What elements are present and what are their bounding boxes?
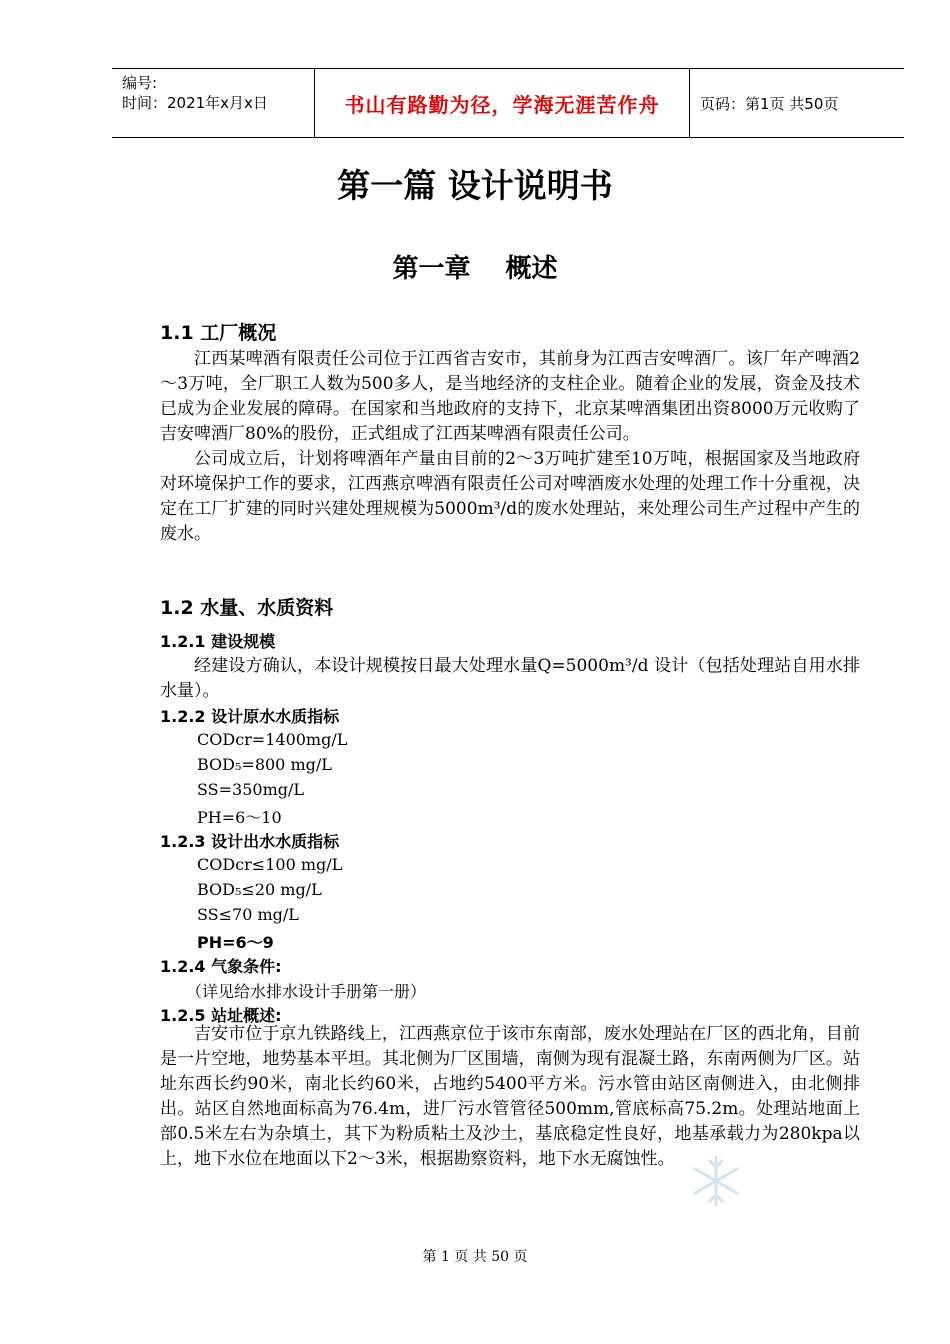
effluent-index: SS≤70 mg/L — [197, 905, 299, 924]
paragraph: 公司成立后，计划将啤酒年产量由目前的2～3万吨扩建至10万吨，根据国家及当地政府对环境保护工作的要求，江西燕京啤酒有限责任公司对啤酒废水处理的处理工作十分重视，决定在工厂扩建的同时兴建处理规模为5000m³/d的废水处理站，来处理公司生产过程中产生的废水。 — [160, 449, 860, 544]
header-slogan: 书山有路勤为径，学海无涯苦作舟 — [315, 69, 690, 137]
section-heading-1-1: 1.1 工厂概况 — [160, 322, 277, 344]
page-header — [112, 68, 904, 138]
serial-number-label: 编号: — [122, 74, 158, 92]
raw-water-index: BOD₅=800 mg/L — [197, 755, 332, 774]
paragraph: 经建设方确认，本设计规模按日最大处理水量Q=5000m³/d 设计（包括处理站自用水排水量）。 — [160, 656, 860, 701]
section-heading-1-2: 1.2 水量、水质资料 — [160, 597, 334, 619]
paragraph: 吉安市位于京九铁路线上，江西燕京位于该市东南部，废水处理站在厂区的西北角，目前是一片空地，地势基本平坦。其北侧为厂区围墙，南侧为现有混凝土路，东南两侧为厂区。站址东西长约90米，南北长约60米，占地约5400平方米。污水管由站区南侧进入，由北侧排出。站区自然地面标高为76.4m，进厂污水管管径500mm,管底标高75.2m。处理站地面上部0.5米左右为杂填土，其下为粉质粘土及沙土，基底稳定性良好，地基承载力为280kpa以上，地下水位在地面以下2～3米，根据勘察资料，地下水无腐蚀性。 — [160, 1024, 860, 1169]
section-heading-1-2-3: 1.2.3 设计出水水质指标 — [160, 832, 340, 851]
effluent-index: BOD₅≤20 mg/L — [197, 880, 322, 899]
section-heading-1-2-4: 1.2.4 气象条件: — [160, 957, 282, 976]
section-heading-1-2-1: 1.2.1 建设规模 — [160, 632, 276, 651]
time-label: 时间：2021年x月x日 — [122, 94, 268, 112]
snowflake-watermark-icon — [688, 1153, 744, 1209]
page-footer: 第 1 页 共 50 页 — [422, 1249, 528, 1265]
effluent-index: CODcr≤100 mg/L — [197, 855, 343, 874]
document-title: 第一篇 设计说明书 — [337, 166, 613, 205]
effluent-index: PH=6～9 — [197, 933, 274, 952]
weather-note: （详见给水排水设计手册第一册） — [186, 982, 427, 1001]
section-heading-1-2-2: 1.2.2 设计原水水质指标 — [160, 707, 340, 726]
chapter-title: 第一章 概述 — [392, 254, 558, 284]
raw-water-index: PH=6～10 — [197, 808, 282, 827]
section-1-1-body — [160, 347, 860, 547]
raw-water-index: SS=350mg/L — [197, 780, 305, 799]
header-page-number: 页码：第1页 共50页 — [700, 94, 839, 113]
section-1-2-5-body — [160, 1022, 860, 1172]
section-heading-1-2-5: 1.2.5 站址概述: — [160, 1006, 282, 1025]
raw-water-index: CODcr=1400mg/L — [197, 730, 348, 749]
header-meta — [112, 69, 315, 137]
section-1-2-1-body — [160, 654, 860, 704]
paragraph: 江西某啤酒有限责任公司位于江西省吉安市，其前身为江西吉安啤酒厂。该厂年产啤酒2～3万吨，全厂职工人数为500多人，是当地经济的支柱企业。随着企业的发展，资金及技术已成为企业发展的障碍。在国家和当地政府的支持下，北京某啤酒集团出资8000万元收购了吉安啤酒厂80%的股份，正式组成了江西某啤酒有限责任公司。 — [160, 349, 860, 444]
